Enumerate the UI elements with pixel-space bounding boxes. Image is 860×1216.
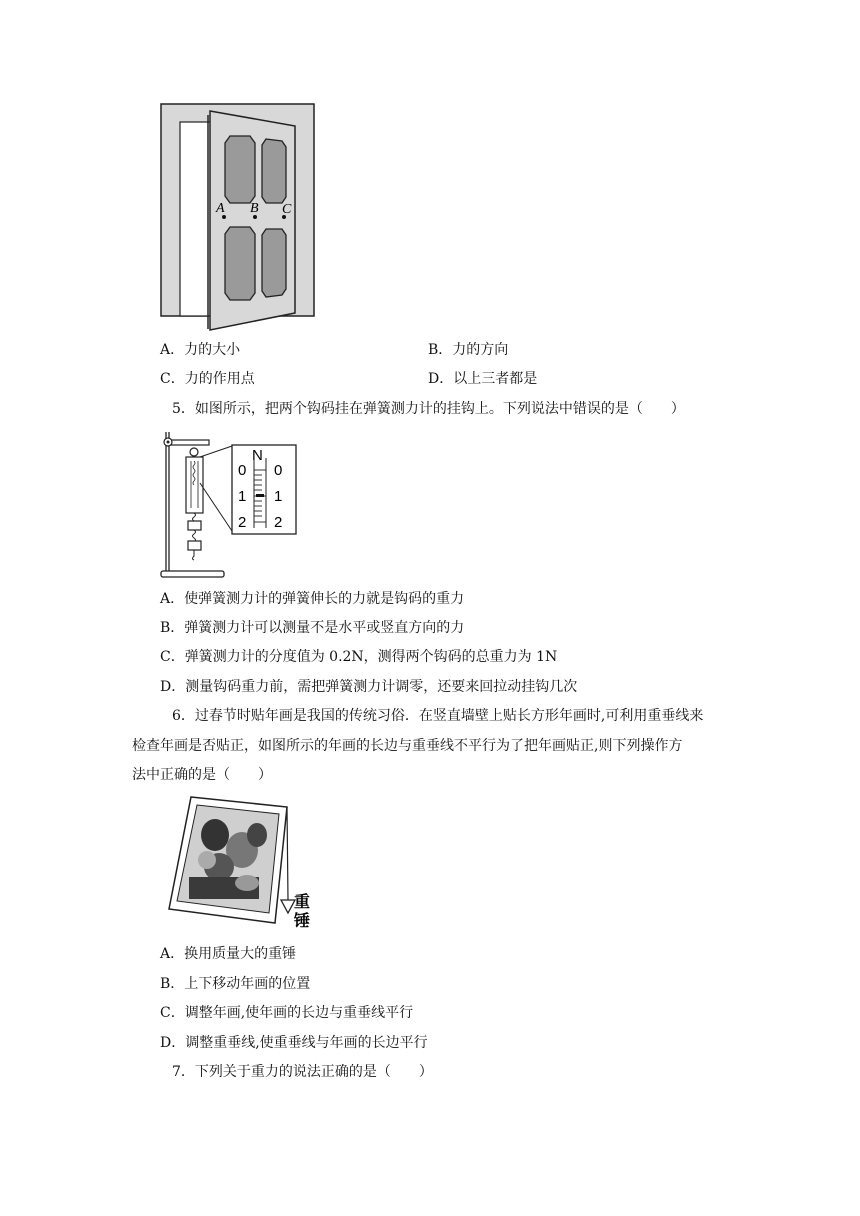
q7-stem: 7．下列关于重力的说法正确的是（ ） <box>172 1064 433 1080</box>
q6-stem-line-1: 6．过春节时贴年画是我国的传统习俗．在竖直墙壁上贴长方形年画时,可利用重垂线来 <box>172 708 704 724</box>
plumb-line <box>287 807 288 900</box>
q5-stem: 5．如图所示，把两个钩码挂在弹簧测力计的挂钩上。下列说法中错误的是（ ） <box>172 401 685 417</box>
weight-1 <box>188 521 201 530</box>
q5-option-a: A．使弹簧测力计的弹簧伸长的力就是钩码的重力 <box>160 591 465 607</box>
point-c-label: C <box>282 202 292 217</box>
q6-stem-line-3: 法中正确的是（ ） <box>132 767 272 783</box>
q6-stem-line-2: 检查年画是否贴正，如图所示的年画的长边与重垂线不平行为了把年画贴正,则下列操作方 <box>132 738 683 754</box>
door-inset-panel <box>225 227 255 300</box>
scale-pointer <box>256 494 264 497</box>
q5-option-b: B．弹簧测力计可以测量不是水平或竖直方向的力 <box>160 620 465 636</box>
q6-option-a: A．换用质量大的重锤 <box>160 946 297 962</box>
scale-tick-right: 2 <box>274 514 283 531</box>
stand-base <box>161 571 224 577</box>
spring-scale-figure <box>158 428 300 582</box>
new-year-picture-figure <box>167 795 317 930</box>
scale-body <box>186 457 203 513</box>
point-a-label: A <box>216 201 225 216</box>
q4-option-c: C．力的作用点 <box>160 371 255 387</box>
scale-unit: N <box>252 447 263 464</box>
scale-tick-left: 0 <box>238 462 247 479</box>
stand-arm <box>169 440 209 445</box>
weight-2 <box>188 541 201 550</box>
q4-option-d: D．以上三者都是 <box>428 371 538 387</box>
scale-tick-left: 1 <box>238 488 247 505</box>
q4-option-a: A．力的大小 <box>160 342 241 358</box>
point-b-label: B <box>250 201 259 216</box>
plumb-label-1: 重 <box>294 892 311 911</box>
scale-ring <box>190 448 198 456</box>
door-figure <box>160 103 318 333</box>
door-inset-panel <box>225 136 255 203</box>
door-opening <box>180 122 214 316</box>
scale-tick-right: 0 <box>274 462 283 479</box>
plumb-label-2: 锤 <box>294 911 311 930</box>
q4-option-b: B．力的方向 <box>428 342 509 358</box>
q5-option-c: C．弹簧测力计的分度值为 0.2N，测得两个钩码的总重力为 1N <box>160 649 558 665</box>
plumb-bob <box>281 900 295 913</box>
door-inset-panel <box>262 229 286 297</box>
q5-option-d: D．测量钩码重力前，需把弹簧测力计调零，还要来回拉动挂钩几次 <box>160 679 578 695</box>
q6-option-b: B．上下移动年画的位置 <box>160 976 311 992</box>
q6-option-d: D．调整重垂线,使重垂线与年画的长边平行 <box>160 1035 428 1051</box>
scale-tick-right: 1 <box>274 488 283 505</box>
scale-tick-left: 2 <box>238 514 247 531</box>
q6-option-c: C．调整年画,使年画的长边与重垂线平行 <box>160 1005 414 1021</box>
door-inset-panel <box>262 139 286 203</box>
